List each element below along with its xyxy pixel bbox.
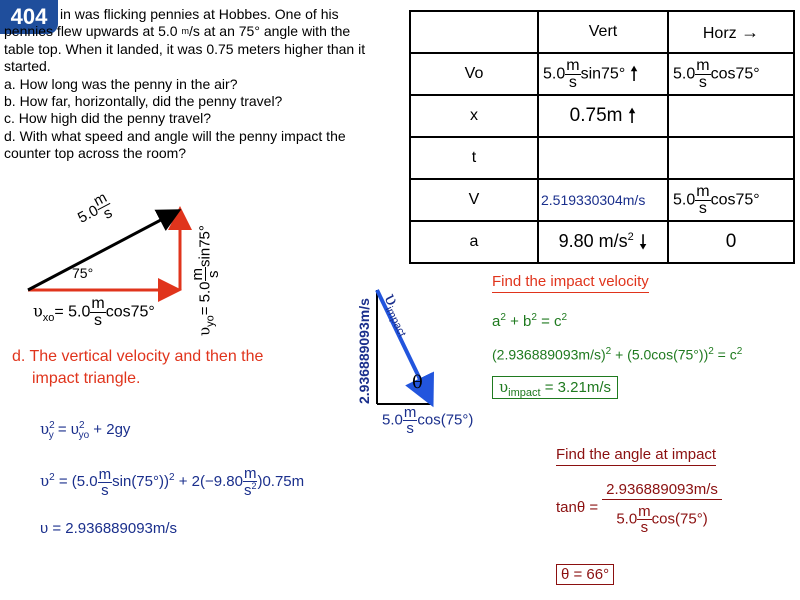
tangent-equation: tanθ = 2.936889093m/s 5.0 $\frac{m}{s}$ cos(75°) xyxy=(556,480,722,535)
header-horz: Horz → xyxy=(668,11,794,53)
row-label-a: a xyxy=(410,221,538,263)
slide-number-badge: 404 xyxy=(0,0,58,34)
row-label-vo: Vo xyxy=(410,53,538,95)
row-label-x: x xyxy=(410,95,538,137)
cell-x-horz xyxy=(668,95,794,137)
equation-3: υ = 2.936889093m/s xyxy=(40,520,178,537)
question-d-line-2: counter top across the room? xyxy=(4,145,187,162)
cell-t-horz xyxy=(668,137,794,179)
cell-v-vert: 2.519330304m/s xyxy=(538,179,668,221)
row-label-v: V xyxy=(410,179,538,221)
header-vert: Vert xyxy=(538,11,668,53)
impact-angle-result: θ = 66° xyxy=(556,566,614,583)
up-arrow-icon: 🠕 xyxy=(629,63,639,85)
cell-x-vert: 0.75m 🠕 xyxy=(538,95,668,137)
cell-a-horz: 0 xyxy=(668,221,794,263)
impact-horizontal-label: 5.0 $\frac{m}{s}$ cos(75°) xyxy=(382,404,474,437)
angle-label: 75° xyxy=(72,265,94,281)
pythagorean-equation: $a^2 + b^2 = c^2$ xyxy=(492,312,568,330)
horizontal-component-label: $\upsilon_{xo}= 5.0$ $\frac{m}{s}$ cos75° xyxy=(33,295,155,329)
equation-1: $\upsilon^2_y = \upsilon^2_{yo} + 2gy$ xyxy=(40,420,131,441)
question-a: a. How long was the penny in the air? xyxy=(4,75,238,92)
kinematics-table xyxy=(409,10,795,264)
hypotenuse-label: 5.0 m s xyxy=(75,188,116,227)
impact-vertical-label: 2.936889093m/s xyxy=(356,298,372,404)
cell-vo-horz: 5.0 $\frac{m}{s}$ cos75° xyxy=(668,53,794,95)
cell-vo-vert: 5.0 $\frac{m}{s}$ sin75° 🠕 xyxy=(538,53,668,95)
impact-speed-result: $\upsilon_{impact} = 3.21m/s$ xyxy=(492,378,618,399)
problem-line-3: table top. When it landed, it was 0.75 meters higher than it xyxy=(4,40,366,57)
question-c: c. How high did the penny travel? xyxy=(4,110,212,127)
impact-angle-title: Find the angle at impact xyxy=(556,446,716,463)
problem-line-1: in was flicking pennies at Hobbes. One of his xyxy=(60,6,339,22)
substituted-equation: $(2.936889093m/s)^2 + (5.0\cos(75^\circ))^2 = c^2$ xyxy=(492,346,743,363)
problem-line-4: started. xyxy=(4,58,51,75)
problem-statement xyxy=(4,6,399,163)
problem-line-2: pennies flew upwards at 5.0 $^m$/s at an 75° angle with the xyxy=(4,23,351,40)
equation-2: $\upsilon^2 = (5.0$ $\frac{m}{s}$ sin(75°))$^2$ + 2(−9.80 $\frac{m}{s^2}$ )0.75m xyxy=(40,465,305,499)
question-b: b. How far, horizontally, did the penny travel? xyxy=(4,93,283,110)
table-corner xyxy=(410,11,538,53)
part-d-heading: d. The vertical velocity and then the impact triangle. xyxy=(12,348,264,387)
question-d-line-1: d. With what speed and angle will the penny impact the xyxy=(4,127,346,144)
theta-label: θ xyxy=(412,372,423,393)
row-label-t: t xyxy=(410,137,538,179)
cell-v-horz: 5.0 $\frac{m}{s}$ cos75° xyxy=(668,179,794,221)
vertical-component-label: $\upsilon_{yo}= 5.0$ m s sin75° xyxy=(189,225,222,336)
cell-a-vert: 9.80 $m/s^2$ 🠗 xyxy=(538,221,668,263)
impact-hypotenuse-label: $\upsilon_{impact}$ xyxy=(379,290,409,339)
down-arrow-icon: 🠗 xyxy=(638,231,648,254)
cell-t-vert xyxy=(538,137,668,179)
up-arrow-icon: 🠕 xyxy=(627,104,637,127)
impact-velocity-title: Find the impact velocity xyxy=(492,273,649,290)
